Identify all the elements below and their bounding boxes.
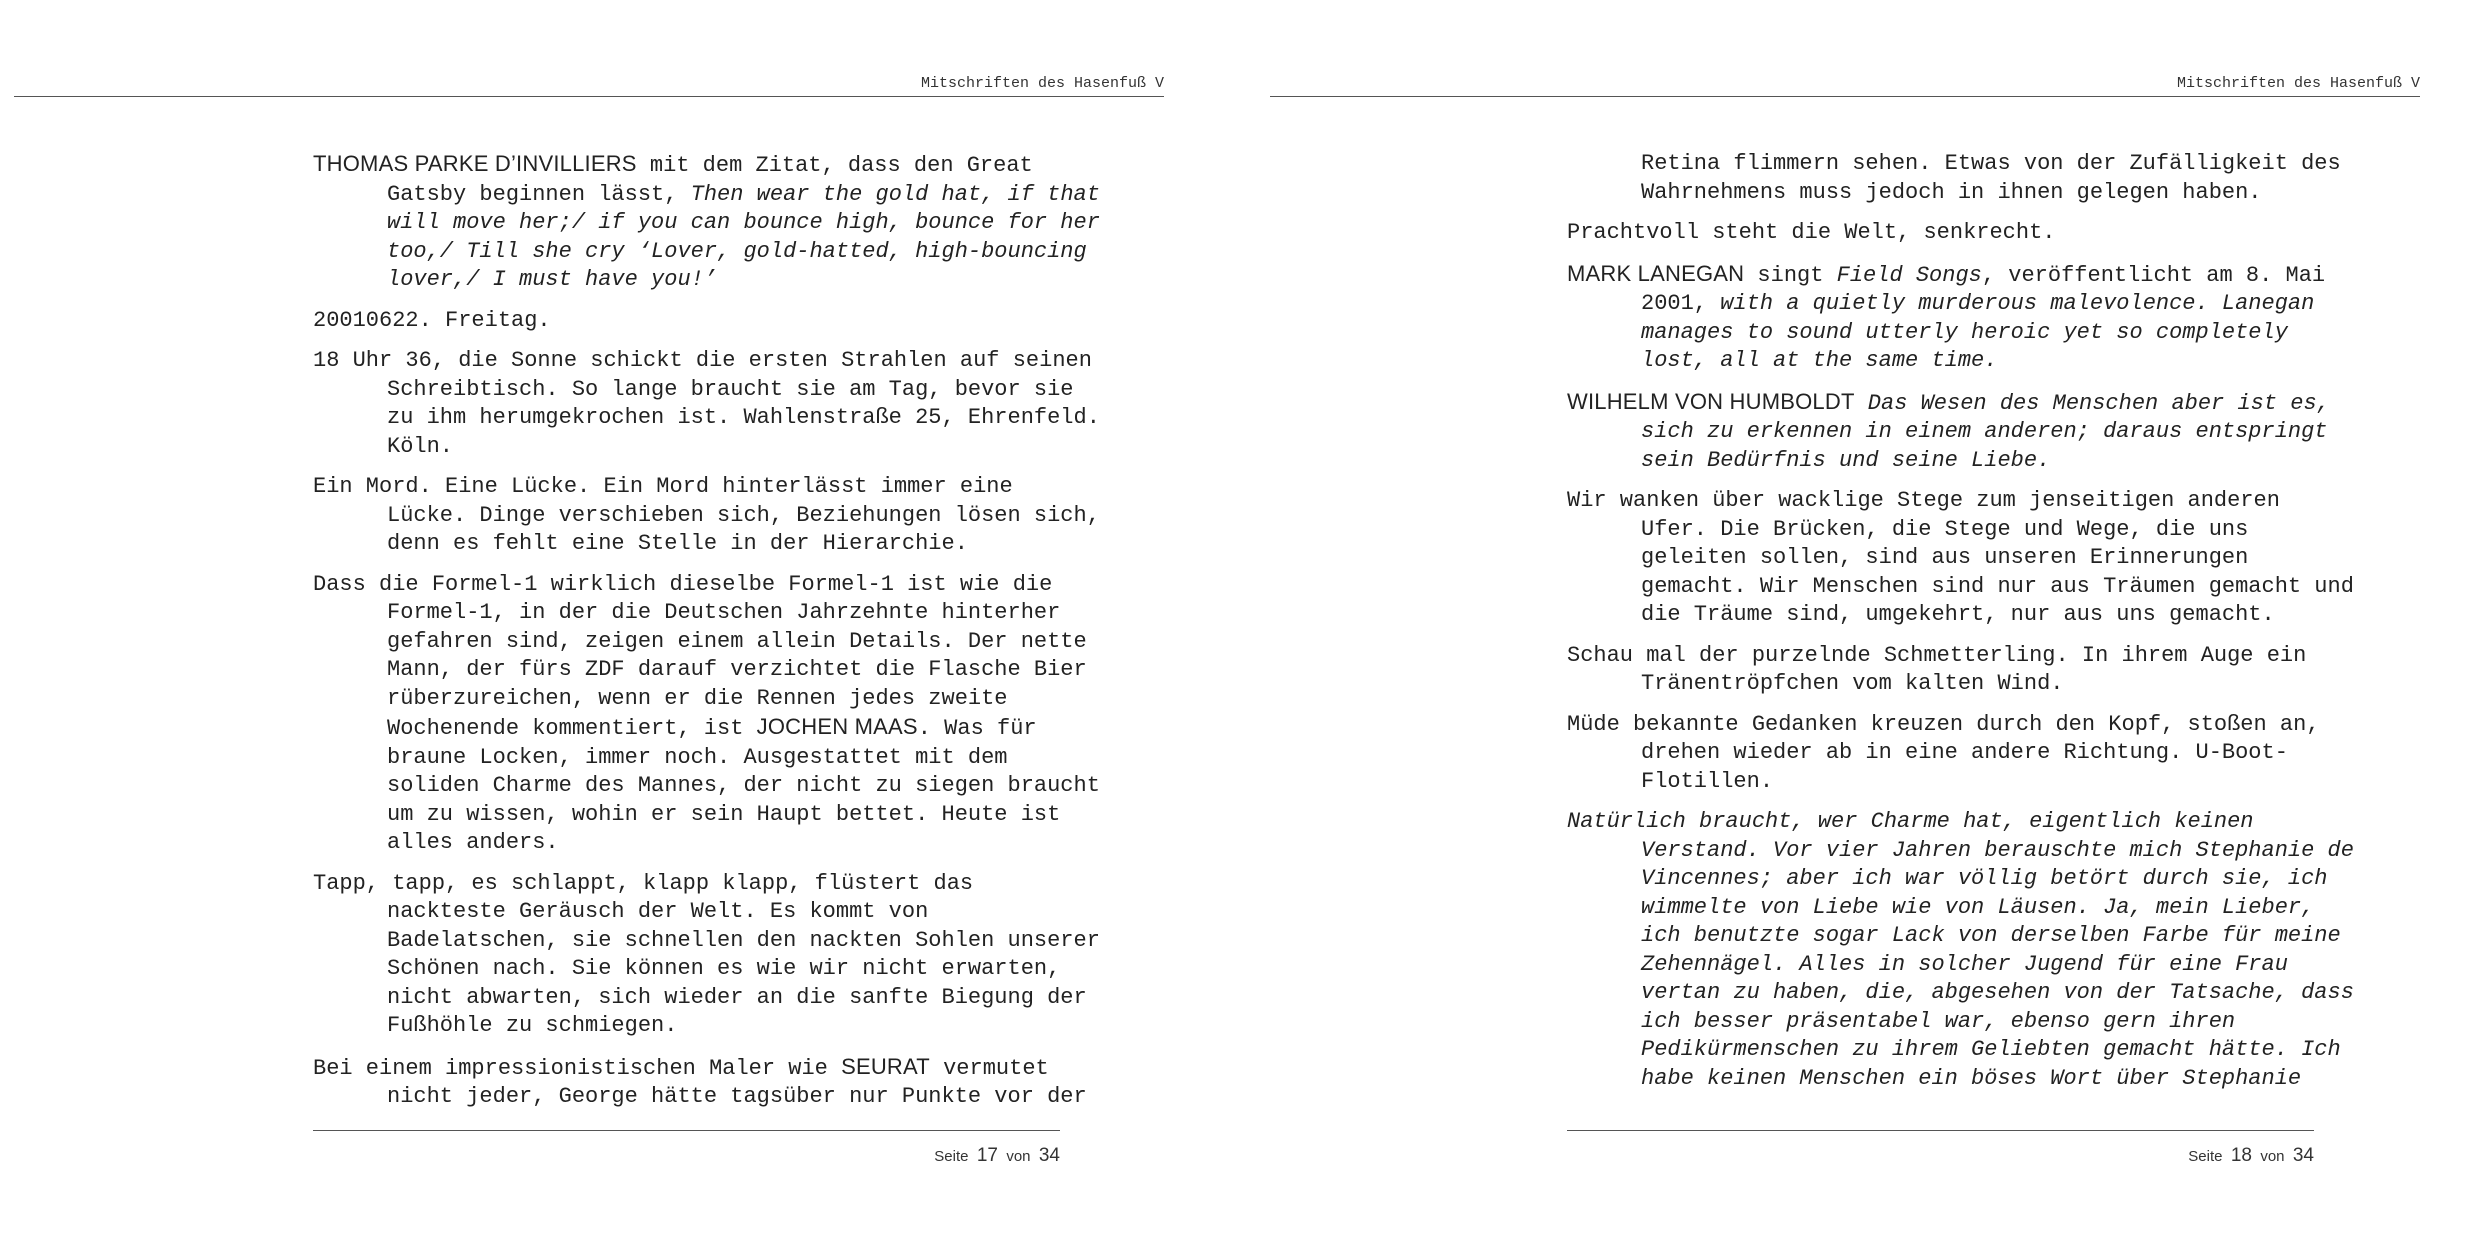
paragraph-text: Dass die Formel-1 wirklich dieselbe Formel-1 ist wie die Formel-1, in der die Deutschen Jahrzehnte hinterher gefahren sind, zeigen einem allein Details. Der nette Mann, der fürs ZDF darauf verzichtet die Flasche Bier rüberzureichen, wenn er die Rennen jedes zweite Wochenende kommentiert, ist <box>313 571 1087 741</box>
paragraph-sonne: 18 Uhr 36, die Sonne schickt die ersten Strahlen auf seinen Schreibtisch. So lange braucht sie am Tag, bevor sie zu ihm herumgekrochen ist. Wahlenstraße 25, Ehrenfeld. Köln. <box>313 348 1100 459</box>
paragraph-lanegan <box>1567 260 2357 376</box>
von-label: von <box>2260 1148 2285 1165</box>
album-title: Field Songs <box>1836 262 1982 288</box>
paragraph-prachtvoll: Prachtvoll steht die Welt, senkrecht. <box>1567 220 2056 245</box>
page-number <box>934 1145 1060 1167</box>
paragraph-dinvilliers <box>313 150 1103 295</box>
paragraph-mord: Ein Mord. Eine Lücke. Ein Mord hinterlässt immer eine Lücke. Dinge verschieben sich, Beziehungen lösen sich, denn es fehlt eine Stelle in der Hierarchie. <box>313 474 1100 556</box>
paragraph-gedanken: Müde bekannte Gedanken kreuzen durch den Kopf, stoßen an, drehen wieder ab in eine andere Richtung. U-Boot-Flotillen. <box>1567 711 2320 794</box>
page-header: Mitschriften des Hasenfuß V <box>1270 72 2420 97</box>
page-footer <box>313 1130 1060 1171</box>
paragraph-text: Bei einem impressionistischen Maler wie <box>313 1055 842 1081</box>
page-body <box>313 150 1103 1124</box>
quote-text: with a quietly murderous malevolence. Lanegan manages to sound utterly heroic yet so completely lost, all at the same time. <box>1641 291 2315 373</box>
paragraph-charme: Natürlich braucht, wer Charme hat, eigentlich keinen Verstand. Vor vier Jahren berauschte mich Stephanie de Vincennes; aber ich war völlig betört durch sie, ich wimmelte von Liebe wie von Läusen. Ja, mein Lieber, ich benutzte sogar Lack von derselben Farbe für meine Zehennägel. Alles in solcher Jugend für eine Frau vertan zu haben, die, abgesehen von der Tatsache, dass ich besser präsentabel war, ebenso gern ihren Pedikürmenschen zu ihrem Geliebten gemacht hätte. Ich habe keinen Menschen ein böses Wort über Stephanie <box>1567 809 2354 1091</box>
page-footer <box>1567 1130 2314 1171</box>
total-pages: 34 <box>1038 1145 1060 1166</box>
paragraph-retina: Retina flimmern sehen. Etwas von der Zufälligkeit des Wahrnehmens muss jedoch in ihnen gelegen haben. <box>1641 151 2341 205</box>
page-body <box>1567 150 2357 1105</box>
paragraph-schmetterling: Schau mal der purzelnde Schmetterling. In ihrem Auge ein Tränentröpfchen vom kalten Wind. <box>1567 642 2307 696</box>
paragraph-text: . Was für braune Locken, immer noch. Ausgestattet mit dem soliden Charme des Mannes, der nicht zu siegen braucht um zu wissen, wohin er sein Haupt bettet. Heute ist alles anders. <box>387 716 1100 855</box>
paragraph-stege: Wir wanken über wacklige Stege zum jenseitigen anderen Ufer. Die Brücken, die Stege und Wege, die uns geleiten sollen, sind aus unseren Erinnerungen gemacht. Wir Menschen sind nur aus Träumen gemacht und die Träume sind, umgekehrt, nur aus uns gemacht. <box>1567 488 2354 627</box>
paragraph-text: singt <box>1744 262 1837 288</box>
artist-name: MARK LANEGAN <box>1567 260 1745 286</box>
right-page <box>1240 0 2480 1240</box>
current-page: 18 <box>2230 1145 2252 1166</box>
paragraph-text: , veröffentlicht am 8. Mai 2001, <box>1641 262 2326 316</box>
author-name: THOMAS PARKE D’INVILLIERS <box>313 151 637 176</box>
paragraph-seurat <box>313 1053 1103 1112</box>
seite-label: Seite <box>934 1148 969 1165</box>
paragraph-text: mit dem Zitat, dass den Great Gatsby beginnen lässt, <box>387 153 1033 207</box>
current-page: 17 <box>976 1145 998 1166</box>
paragraph-text: vermutet nicht jeder, George hätte tagsüber nur Punkte vor der <box>387 1055 1087 1109</box>
quote-text: Then wear the gold hat, if that will move her;/ if you can bounce high, bounce for her too,/ Till she cry ‘Lover, gold-hatted, high-bouncing lover,/ I must have you!’ <box>387 181 1100 292</box>
von-label: von <box>1006 1148 1031 1165</box>
paragraph-formel1 <box>313 571 1103 858</box>
paragraph-date: 20010622. Freitag. <box>313 307 551 333</box>
author-name: WILHELM VON HUMBOLDT <box>1567 388 1855 414</box>
paragraph-humboldt <box>1567 388 2357 476</box>
paragraph-tapp: Tapp, tapp, es schlappt, klapp klapp, flüstert das nackteste Geräusch der Welt. Es kommt von Badelatschen, sie schnellen den nackten Sohlen unserer Schönen nach. Sie können es wie wir nicht erwarten, nicht abwarten, sich wieder an die sanfte Biegung der Fußhöhle zu schmiegen. <box>313 870 1100 1038</box>
quote-text: Das Wesen des Menschen aber ist es, sich zu erkennen in einem anderen; daraus entspringt sein Bedürfnis und seine Liebe. <box>1641 390 2330 473</box>
page-header: Mitschriften des Hasenfuß V <box>14 72 1164 97</box>
total-pages: 34 <box>2292 1145 2314 1166</box>
person-name: SEURAT <box>841 1053 930 1079</box>
seite-label: Seite <box>2188 1148 2223 1165</box>
person-name: JOCHEN MAAS <box>756 714 918 739</box>
page-number <box>2188 1145 2314 1167</box>
